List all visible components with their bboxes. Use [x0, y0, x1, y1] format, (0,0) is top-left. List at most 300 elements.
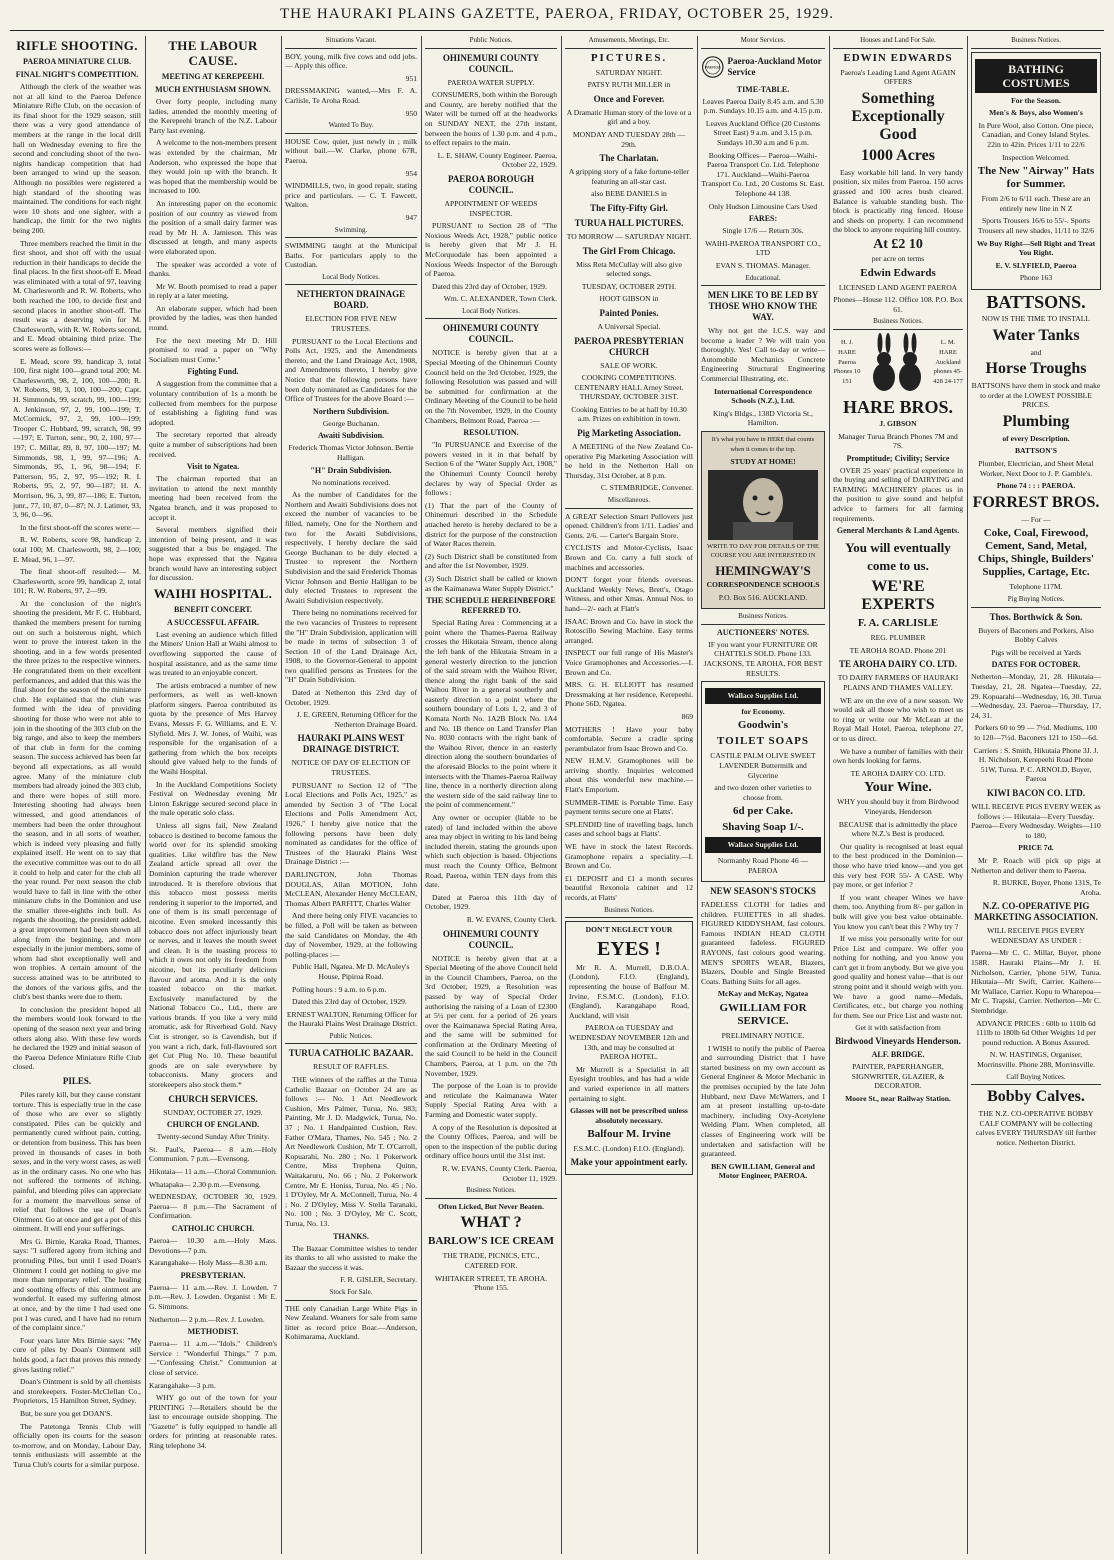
section-label: Business Notices.: [971, 36, 1101, 49]
coke-coal-title: Coke, Coal, Firewood, Cement, Sand, Metal, Chips, Shingle, Builders' Supplies, Cartage, Etc.: [977, 527, 1095, 579]
paragraph: WHITAKER STREET, TE AROHA. 'Phone 155.: [434, 1273, 548, 1293]
paragraph: FADELESS CLOTH for ladies and children. FUJIETTES in all shades. FIGURED KIDDYSHAM, fast colours. Famous INDIAN HEAD CLOTH guaranteed fadeless. FIGURED RAYONS, fast colours good wearing. MEN'S SPORTS WEAR, Blazers, Blazers, Double and Single Breasted Coats. Bathing Suits for all ages.: [701, 900, 825, 986]
classified-ad: NEW H.M.V. Gramophones will be arriving shortly. Inquiries welcomed about this wonderful new machine.—Flatt's Emporium.: [565, 756, 693, 795]
signature: C. STEMBRIDGE, Convener.: [600, 483, 693, 493]
price-label: Shaving Soap 1/-.: [722, 821, 804, 834]
headline: RIFLE SHOOTING.: [16, 38, 138, 53]
paragraph: Public Hall, Ngatea. Mr D. McAuley's House, Pipiroa Road.: [292, 962, 410, 981]
paragraph: The Bazaar Committee wishes to tender its thanks to all who assisted to make the Bazaar the success it was.: [285, 1243, 417, 1272]
paragraph: In conclusion the president hoped all the members would look forward to the opening of the season next year and bring others along also. With these few words he declared the 1929 and initial season of the Paeroa Defence Miniature Rifle Club closed.: [13, 1004, 141, 1072]
paragraph: Cooking Entries to be at hall by 10.30 a.m. Prizes on exhibition in town.: [571, 404, 687, 424]
paragraph: WAIHI-PAEROA TRANSPORT CO., LTD: [705, 238, 821, 258]
paragraph: A welcome to the non-members present was extended by the chairman, Mr Anderson, who expressed the hope that they would join up with the branch. It was hoped that the membership would be increased to 100.: [149, 138, 277, 196]
masthead: THE HAURAKI PLAINS GAZETTE, PAEROA, FRIDAY, OCTOBER 25, 1929.: [280, 6, 834, 22]
bus-title: Paeroa-Auckland Motor Service: [727, 55, 822, 77]
pictures-title: PICTURES.: [590, 51, 668, 64]
section-label: Business Notices.: [565, 906, 693, 919]
paragraph: (2) Such District shall be constituted from and after the 1st November, 1929.: [425, 551, 557, 571]
paragraph: Phone 163: [1019, 273, 1053, 283]
section-label: Business Notices.: [833, 317, 963, 330]
paragraph: "In PURSUANCE and Exercise of the powers vested in it in that behalf by Section 6 of the "Water Supply Act, 1908," the Ohinemuri County Council hereby declares by way of Special Order as follows :: [425, 440, 557, 498]
notice-title: TURUA HALL PICTURES.: [574, 217, 684, 228]
subhead: Fighting Fund.: [187, 367, 239, 377]
paragraph: Paeroa— 11 a.m.—"Idols." Children's Service : "Wonderful Things." 7 p.m.—"Confessing Christ." Communion at close of service.: [149, 1339, 277, 1377]
notice-title: PAEROA BOROUGH COUNCIL.: [447, 173, 535, 195]
paragraph: If we miss you personally write for our Price List and compare. We offer you nothing for nothing, and you know you can't get it from anybody. But we give you good quality and honest value—that is our strong point and it should weigh with you. We have a good name—Medals, Certificates, etc., but charge you nothing for them. See our Price List and waste not.: [833, 934, 963, 1020]
you-will-title: You will eventually come to us.: [845, 540, 951, 574]
paragraph: DARLINGTON, John Thomas DOUGLAS, Allan MOTION, John McCLEAN, Alexander Henry McCLEAN, Thomas Albert PARFITT, Charles Walter: [285, 869, 417, 908]
notice-subtitle: PAEROA WATER SUPPLY.: [447, 77, 535, 87]
wallace-title: Wallace Supplies Ltd.: [705, 837, 821, 853]
eyes-ad: [565, 921, 693, 1175]
subhead: PRESBYTERIAN.: [180, 1270, 246, 1280]
subhead: MEETING AT KEREPEEHI.: [161, 72, 265, 81]
ad-number: 869: [681, 711, 693, 721]
paragraph: STUDY AT HOME!: [730, 457, 796, 467]
section-label: Local Body Notices.: [425, 307, 557, 320]
paragraph: PURSUANT to Section 12 of "The Local Elections and Polls Act, 1925," as amended by Section 3 of "The Local Elections and Polls Amendment Act, 1926," I hereby give notice that the following persons have been duly nominated as candidates for the office of Trustees of the Hauraki Plains West Drainage District :—: [285, 780, 417, 867]
slyfield-ad: [971, 52, 1101, 290]
subhead: FARES:: [748, 214, 778, 224]
subhead: BENEFIT CONCERT.: [173, 604, 253, 614]
section-label: Amusements, Meetings, Etc.: [565, 36, 693, 49]
classified-ad: WINDMILLS, two, in good repair, stating price and particulars. — C. T. Fawcett, Walton.: [285, 181, 417, 210]
ad-number: 947: [405, 212, 417, 222]
paragraph: In the Auckland Competitions Society Festival on Wednesday evening Mr Linton Eskrigge secured second place in the male operatic solo class.: [149, 779, 277, 818]
paragraph: TUESDAY, OCTOBER 29TH.: [581, 281, 677, 291]
paragraph: I WISH to notify the public of Paeroa and surrounding District that I have started business on my own account as General Engineer & Motor Mechanic in the premises occupied by the late John Hubbard, next Dave McWatters, and I am at present installing up-to-date machinery, including Oxy-Acetylene Welding Plant. When completed, all classes of Engineering work will be undertaken and satisfaction will be guaranteed.: [701, 1043, 825, 1159]
classified-ad: BOY, young, milk five cows and odd jobs. — Apply this office.: [285, 51, 417, 71]
bus-logo-icon: [701, 52, 725, 82]
paragraph: E. V. SLYFIELD, Paeroa: [995, 260, 1077, 270]
film-desc: A Universal Special.: [597, 321, 661, 331]
paragraph: Any owner or occupier (liable to be rated) of land included within the above area may object in writing to his land being included therein, stating the grounds upon which such objection is based. Objections must reach the County Office, Belmont Road, Paeroa, within TEN days from this date.: [425, 813, 558, 890]
paragraph: BEN GWILLIAM, General and Motor Engineer, PAEROA.: [711, 1161, 815, 1181]
column-rifle-shooting: [10, 36, 144, 1554]
subhead: RESOLUTION.: [463, 428, 519, 438]
paragraph: EVAN S. THOMAS. Manager.: [715, 260, 811, 270]
price-label: 6d per Cake.: [733, 805, 793, 818]
paragraph: We have a number of families with their own herds looking for farms.: [833, 746, 963, 766]
paragraph: WHY go out of the town for your PRINTING ?—Retailers should be the last to encourage outside shopping. The "Gazette" is fully equipped to handle all orders for printing at reasonable rates. Ring telephone 34.: [149, 1393, 277, 1451]
paragraph: Buyers of Baconers and Porkers, Also Bobby Calves: [978, 625, 1094, 645]
paragraph: Telephone 117M.: [1009, 582, 1063, 592]
section-label: Houses and Land For Sale.: [833, 36, 963, 49]
paragraph: For the Season.: [1011, 95, 1061, 105]
paragraph: The purpose of the Loan is to provide and reticulate the Kaimanawa Water Supply Special Rating Area with a Farming and Domestic water supply.: [425, 1081, 557, 1120]
paragraph: H. J. HARE Paeroa Phones 10 151: [833, 339, 861, 385]
paragraph: If you want cheaper Wines we have them, too. Anything from 8/- per gallon in bulk will give you best value obtainable. You know you can't beat this ? Why try ?: [833, 892, 963, 931]
classified-ad: SWIMMING taught at the Municipal Baths. For particulars apply to the Custodian.: [285, 241, 417, 270]
paragraph: of every Description.: [1002, 433, 1070, 443]
subhead: Visit to Ngatea.: [186, 462, 240, 472]
signature: R. BURKE, Buyer, Phone 131S, Te Aroha.: [992, 878, 1101, 897]
paragraph: The final shoot-off resulted:— M. Charlesworth, score 99, handicap 2, total 101; R. W. Roberts, 97, 2—99.: [13, 567, 141, 596]
goodwins-title: Goodwin's: [737, 719, 789, 732]
classified-ad: CYCLISTS and Motor-Cyclists, Isaac Brown and Co. carry a full stock of machines and accessories.: [565, 543, 693, 572]
paragraph: Mr P. Roach will pick up pigs at Netherton and deliver them to Paeroa.: [971, 855, 1101, 875]
paragraph: Paeroa's Leading Land Agent AGAIN OFFERS: [840, 67, 956, 87]
notice-title: OHINEMURI COUNTY COUNCIL.: [442, 323, 540, 345]
classified-ad: MOTHERS ! Have your baby comfortable. Secure a cradle spring perambulator from Isaac Brown and Co.: [565, 724, 693, 753]
notice-title: PAEROA PRESBYTERIAN CHURCH: [574, 335, 684, 357]
paragraph: Make your appointment early.: [570, 1156, 688, 1167]
paragraph: IF you want your FURNITURE OR CHATTELS SOLD. Phone 133. JACKSONS, TE AROHA, FOR BEST RESULTS.: [703, 639, 823, 678]
film-title: The Fifty-Fifty Girl.: [590, 202, 668, 213]
paragraph: Pigs will be received at Yards: [991, 647, 1081, 657]
paragraph: George Buchanan.: [322, 418, 380, 428]
subhead: TIME-TABLE.: [736, 84, 790, 94]
paragraph: Birdwood Vineyards Henderson.: [835, 1036, 961, 1047]
paragraph: PRELIMINARY NOTICE.: [721, 1031, 805, 1041]
paragraph: PURSUANT to the Local Elections and Polls Act, 1925, and the Amendments thereto, and the Land Drainage Act, 1908, and Amendments thereto, I hereby give Notice that the following persons have been duly nominated as Candidates for the Office of Trustees for the above Board :—: [285, 336, 417, 404]
experts-title: WE'RE EXPERTS: [861, 578, 935, 614]
paragraph: Normanby Road Phone 46 — PAEROA: [717, 855, 809, 875]
classified-ad: £1 DEPOSIT and £1 a month secures beautiful Rexonola cabinet and 12 records, at Flatts': [565, 873, 693, 902]
notice-title: OHINEMURI COUNTY COUNCIL.: [442, 928, 540, 950]
battsons-title: BATTSONS.: [986, 291, 1086, 312]
notice-title: TURUA CATHOLIC BAZAAR.: [288, 1048, 414, 1059]
paragraph: Inspection Welcomed.: [1002, 152, 1070, 162]
paragraph: An interesting paper on the economic position of our country as viewed from the position of a small dairy farmer was read by Mr H. A. Jamieson. This was discussed at length, and many aspects were elaborated upon.: [149, 198, 277, 256]
classified-ad: DRESSMAKING wanted,—Mrs F. A. Carlisle, Te Aroha Road.: [285, 86, 417, 105]
paragraph: The Patetonga Tennis Club will officially open its courts for the season to-morrow, and on Monday, Labour Day, tennis enthusiasts will assemble at the Turua Club's courts for a similar purpose.: [13, 1421, 141, 1469]
paragraph: SUNDAY, OCTOBER 27, 1929.: [163, 1107, 263, 1117]
paragraph: Dated at Netherton this 23rd day of October, 1929.: [285, 688, 417, 707]
notice-title: MEN LIKE TO BE LED BY THOSE WHO KNOW THE WAY.: [707, 290, 819, 323]
section-label: Local Body Notices.: [285, 273, 417, 286]
paragraph: P.O. Box 516. AUCKLAND.: [718, 592, 808, 602]
paragraph: In Pure Wool, also Cotton. One piece, Canadian, and Coney Island Styles. 22in to 42in. Prices 1/11 to 22/6: [978, 120, 1094, 149]
section-label: Educational.: [701, 274, 825, 287]
bus-banner: [701, 52, 825, 82]
paragraph: Several members signified their intention of being present, and it was suggested that a bus be engaged. The hope was expressed that the Ngatea branch would have an interesting subject for discussion.: [149, 525, 277, 583]
signature: R. W. EVANS, County Clerk. Paeroa, October 11, 1929.: [442, 1164, 557, 1183]
forrest-title: FORREST BROS.: [972, 493, 1100, 511]
signature: Wm. C. ALEXANDER, Town Clerk.: [443, 294, 557, 304]
paragraph: The speaker was accorded a vote of thanks.: [149, 259, 277, 279]
notice-title: Thos. Borthwick & Son.: [989, 611, 1083, 622]
section-label: Swimming.: [285, 226, 417, 239]
price-label: At £2 10: [873, 236, 923, 252]
paragraph: Karangahake— Holy Mass—8.30 a.m.: [149, 1258, 268, 1268]
subhead: Awaiti Subdivision.: [317, 431, 385, 441]
column-amusements: [562, 36, 696, 1554]
signature: J. E. GREEN, Returning Officer for the Netherton Drainage Board.: [296, 710, 417, 729]
paragraph: TE AROHA DAIRY CO. LTD.: [850, 768, 946, 778]
subhead: PAEROA MINIATURE CLUB.: [23, 57, 131, 66]
notice-subtitle: NOTICE OF DAY OF ELECTION OF TRUSTEES.: [291, 758, 411, 778]
paragraph: per acre on terms: [871, 253, 925, 263]
paragraph: Hikutaia— 11 a.m.—Choral Communion.: [149, 1167, 277, 1176]
paragraph: Netherton— 2 p.m.—Rev. J. Lowden.: [149, 1314, 265, 1324]
ad-number: 954: [405, 168, 417, 178]
signature: L. E. SHAW, County Engineer. Paeroa, October 22, 1929.: [437, 150, 557, 170]
paragraph: Phone 74 : : : PAEROA.: [996, 481, 1076, 491]
paragraph: Leaves Auckland Office (20 Customs Street East) 9 a.m. and 3.15 p.m. Sundays 10.30 a.m and 6 p.m.: [705, 118, 821, 147]
paragraph: Last evening an audience which filled the Miners' Union Hall at Waihi almost to overflowing supported the cause of hospital assistance, and as the same time was treated to an enjoyable concert.: [149, 629, 277, 678]
paragraph: It's what you have in HERE that counts when it comes to the top.: [711, 436, 815, 453]
paragraph: and two dozen other varieties to choose from.: [714, 783, 812, 802]
paragraph: Paeroa—Mr C. C. Millar, Buyer, phone 158R. Hauraki Plains—Mr J. H. Nicholson, Carrier, 'phone 51W, Turua. Hikutaia—Mr Swift, Carrier. Kaihere—Mr Wallace, Carrier. Kopu to Wharepoa—Mr C. Trapski, Carrier. Netherton—Mr C. Stembridge.: [971, 948, 1101, 1016]
subhead: A SUCCESSFUL AFFAIR.: [166, 617, 260, 627]
section-label: Stock For Sale.: [285, 1288, 417, 1301]
subhead: DATES FOR OCTOBER.: [991, 660, 1081, 670]
paragraph: BATTSONS have them in stock and make to order at the LOWEST POSSIBLE PRICES.: [971, 381, 1101, 410]
bus-logo-text: PAEROA: [704, 64, 721, 70]
paragraph: The chairman reported that an invitation to attend the next monthly meeting had been received from the Ngatea branch, and it was proposed to accept it.: [149, 474, 277, 522]
headline: PILES.: [62, 1075, 92, 1086]
signature: R. W. EVANS, County Clerk.: [466, 914, 557, 924]
hemingways-ad: [701, 431, 825, 609]
paragraph: TO MORROW — SATURDAY NIGHT.: [566, 231, 692, 241]
headline: THE LABOUR CAUSE.: [168, 38, 258, 68]
paragraph: SATURDAY NIGHT.: [595, 67, 663, 77]
film-desc: A Dramatic Human story of the love or a girl and a boy.: [566, 107, 692, 127]
paragraph: No nominations received.: [311, 477, 391, 487]
subhead: METHODIST.: [187, 1327, 239, 1337]
notice-subtitle: ELECTION FOR FIVE NEW TRUSTEES.: [305, 314, 397, 334]
notice-title: NEW SEASON'S STOCKS: [710, 886, 816, 897]
paragraph: At the conclusion of the night's shooting the president, Mr F. C. Hubbard, thanked the members present for turning out on such a boisterous night, which went to prove the interest taken in the shooting, and in a few words presented the three prizes to the respective winners. He congratulated them on their excellent performances, and added that this was the final shoot for the season of the miniature club. He explained that the club was formed with the idea of providing shooting for those who were not able to join in the shooting of the 303 club on the big range, and also to keep the members of that club in form for the coming season. The success achieved has been far beyond all expectations, as all would agree. Many of the miniature club members had already joined the 303 club, and there were hopes of still more. Interesting shooting had always been witnessed, and good attendances of members had been the order throughout the season, and in all sorts of weather, which is indeed very pleasing and fully explained itself. He went on to say that the executive committee was out to do all it could to help and cater for the club all the year round. Per next season the club would have to fall in line with the other miniature clubs in the Dominion and use the smaller three-eighths inch bull. As regards the shooting, the president added, a great improvement had been shown all along from the beginning, and more especially in the junior members, some of whom had shot exceptionally well and won trophies. A certain amount of the success attained was to be attributed to the donors of the various gifts, and the club's best thanks were due to them.: [13, 598, 141, 1002]
notice-title: NETHERTON DRAINAGE BOARD.: [296, 289, 406, 311]
paragraph: NOTICE is hereby given that at a Special Meeting of the Ohinemuri County Council held on the 3rd October, 1929, the following Resolution was passed and will be submitted for confirmation at the Ordinary Meeting of the Council to be held on the 7th November, 1929, in the County Chambers, Belmont Road, Paeroa :—: [425, 348, 557, 425]
classified-ad: THE only Canadian Large White Pigs in New Zealand. Weaners for sale from same litter as record price Boar.—Anderson, Kohimarama, Auckland.: [285, 1303, 417, 1342]
wallace-title: Wallace Supplies Ltd.: [705, 688, 821, 704]
paragraph: ADVANCE PRICES : 60lb to 110lb 6d 111lb to 180lb 6d Other Weights 1d per pound reduction. A Bonus Assured.: [976, 1018, 1096, 1047]
paragraph: CORRESPONDENCE SCHOOLS: [706, 580, 820, 589]
paragraph: PURSUANT to Section 28 of "The Noxious Weeds Act, 1928," public notice is hereby given that Mr J. H. McCorquodale has been appointed a Noxious Weeds Inspector of the Borough of Paeroa.: [425, 221, 557, 279]
paragraph: for Economy.: [741, 706, 785, 716]
hare-icon: [864, 333, 930, 395]
paragraph: Carriers : S. Smith, Hikutaia Phone 3J. J. H. Nicholson, Kerepeehi Road Phone 51W, Turua. P. C. ARNOLD, Buyer, Paeroa: [973, 745, 1099, 784]
paragraph: Dated at Paeroa this 11th day of October, 1929.: [425, 892, 557, 912]
paragraph: But, be sure you get DOAN'S.: [20, 1408, 113, 1418]
paragraph: We Buy Right—Sell Right and Treat You Right.: [976, 238, 1096, 258]
your-wine-title: Your Wine.: [864, 780, 932, 796]
subhead: MUCH ENTHUSIASM SHOWN.: [155, 85, 271, 94]
film-title: The Girl From Chicago.: [582, 245, 676, 256]
film-title: The Charlatan.: [599, 153, 659, 164]
paragraph: BATTSON'S: [1014, 446, 1058, 456]
notice-title: HAURAKI PLAINS WEST DRAINAGE DISTRICT.: [297, 733, 405, 755]
column-motor-services: [698, 36, 828, 1554]
paragraph: Single 17/6 — Return 30s.: [722, 226, 804, 236]
paragraph: REG. PLUMBER: [870, 633, 926, 643]
paragraph: Mr R. A. Murrell, D.B.O.A. (London), F.I.O. (England), representing the house of Balfour M. Irvine, F.S.M.C. (London), F.I.O. (England), Karangahape Road, Auckland, will visit: [569, 962, 689, 1020]
paragraph: CASTILE PALM OLIVE SWEET LAVENDER Buttermilk and Glycerine: [710, 751, 816, 780]
film-title: Painted Ponies.: [599, 307, 659, 318]
paragraph: TO DAIRY FARMERS OF HAURAKI PLAINS AND THAMES VALLEY.: [837, 673, 959, 693]
hemingways-title: HEMINGWAY'S: [715, 563, 811, 578]
wallace-ad: [701, 681, 825, 882]
headline: WAIHI HOSPITAL.: [153, 585, 273, 601]
paragraph: Although the clerk of the weather was not at all kind to the Paeroa Defence Miniature Rifle Club, on the occasion of its final shoot for the 1929 season, still there was a very good attendance of members at the range in the local drill hall on Wednesday evening to fire the second and concluding shoot of the two-nights handicap competition that had been arranged to wind up the season. Although no possibles were registered a high standard of the shooting was maintained. The conditions for each night were 10 shots and one sighter, with a handicap, the limit for the two nights being 200.: [13, 82, 141, 235]
headline: CHURCH SERVICES.: [168, 1093, 258, 1104]
paragraph: — For —: [1021, 514, 1051, 524]
classified-ad: DON'T forget your friends overseas. Auckland Weekly News, Brett's, Otago Witness, and other Xmas. Annual Nos. to hand—2/- each at Flatt's: [565, 575, 693, 613]
notice-subtitle: APPOINTMENT OF WEEDS INSPECTOR.: [444, 198, 538, 218]
paragraph: R. W. Roberts, score 98, handicap 2, total 100; M. Charlesworth, 98, 2—100; E. Mead, 96, 1—97.: [13, 535, 141, 564]
carlisle-title: F. A. CARLISLE: [857, 617, 939, 630]
notice-title: N.Z. CO-OPERATIVE PIG MARKETING ASSOCIATION.: [974, 901, 1098, 923]
paragraph: Phones—House 112. Office 108. P.O. Box 61.: [833, 295, 963, 314]
paragraph: Special Rating Area : Commencing at a point where the Thames-Paeroa Railway crosses the Hikutaia Stream, thence along the left bank of the Hikutaia Stream in a general westerly direction to the junction of the said stream with the Waihou River, thence along the right bank of the said Waihou River in a general southerly and easterly direction to a point where the southern boundary of Lots 1, 2, and 3 of Komata North No. 1A2B Block No. 1A4 and No. 1B thence on Land Transfer Plan No. 8030 contacts with the right bank of the Waihou River, thence in an easterly direction along the southern boundaries of the aforesaid Blocks to the point where it intersects with the Thames-Paeroa Railway line, thence in a northerly direction along the western side of the said railway line to the point of commencement.": [425, 618, 557, 810]
column-notices-1: [282, 36, 420, 1554]
paragraph: WE are on the eve of a new season. We would ask all those who wish to meet us to ring or write our Mr McLean at the Royal Mail Hotel, Paeroa, telephone 27, or to us direct.: [833, 695, 963, 743]
paragraph: And there being only FIVE vacancies to be filled, a Poll will be taken as between the said Candidates on Monday, the 4th day of November, 1929, at the following polling-places :—: [285, 911, 417, 959]
paragraph: Booking Offices— Paeroa—Waihi-Paeroa Transport Co. Ltd. Telephone 171. Auckland—Waihi-Paeroa Transport Co. Ltd., 20 Customs St. East. Telephone 44 138.: [701, 150, 825, 198]
paragraph: Karangahake—3 p.m.: [149, 1380, 216, 1390]
paragraph: and: [1030, 347, 1042, 357]
paragraph: MONDAY AND TUESDAY 28th — 29th.: [572, 129, 686, 149]
subhead: FINAL NIGHT'S COMPETITION.: [15, 70, 139, 79]
film-star: HOOT GIBSON in: [599, 294, 659, 304]
film-star: PATSY RUTH MILLER in: [587, 80, 671, 90]
section-label: Calf Buying Notices.: [971, 1073, 1101, 1086]
paragraph: Get it with satisfaction from: [855, 1023, 941, 1033]
paragraph: L. M. HARE Auckland phones 45-428 24-177: [933, 339, 963, 385]
paragraph: There being no nominations received for the two vacancies of Trustees to represent the "H" Drain Subdivision, application will be made in terms of subsection 3 of Section 10 of the Land Drainage Act, 1908, to the Governor-General to appoint two qualified persons as Trustees for the "H" Drain Subdivision.: [285, 608, 417, 685]
paragraph: A MEETING of the New Zealand Co-operative Pig Marketing Association will be held in the Netherton Hall on Thursday, 31st October, at 8 p.m.: [565, 442, 693, 480]
paragraph: OVER 25 years' practical experience in the buying and selling of DAIRYING and FARMING MACHINERY places us in the position to give sound and helpful advice to farmers for all farming requirements.: [833, 465, 963, 523]
paragraph: The secretary reported that already quite a number of subscriptions had been received.: [149, 430, 277, 459]
paragraph: THE N.Z. CO-OPERATIVE BOBBY CALF COMPANY will be collecting calves EVERY THURSDAY till further notice. Netherton District.: [975, 1109, 1097, 1147]
subhead: Northern Subdivision.: [312, 406, 390, 416]
paragraph: WEDNESDAY, OCTOBER 30, 1929. Paeroa— 8 p.m.—The Sacrament of Confirmation.: [149, 1192, 277, 1221]
paragraph: NOW IS THE TIME TO INSTALL: [981, 313, 1091, 323]
classified-ad: INSPECT our full range of His Master's Voice Gramophones and Accessories.—I. Brown and Co.: [565, 648, 693, 677]
paragraph: BECAUSE that is admittedly the place where N.Z.'s Best is produced.: [838, 819, 958, 839]
paragraph: An elaborate supper, which had been provided by the ladies, was then handed round.: [149, 303, 277, 333]
paragraph: Manager Turua Branch Phones 7M and 7S.: [838, 431, 958, 451]
notice-title: Pig Marketing Association.: [577, 428, 681, 439]
classified-ad: SUMMER-TIME is Portable Time. Easy payment terms secure one at Flatts'.: [565, 797, 693, 817]
horse-troughs-title: Horse Troughs: [985, 360, 1087, 378]
classified-ad: HOUSE Cow, quiet, just newly in ; milk without bail.—W. Clarke, phone 67R, Paeroa.: [285, 136, 417, 165]
ad-number: 950: [405, 108, 417, 118]
hare-bros-title: HARE BROS.: [842, 396, 954, 417]
paragraph: PRICE 7d.: [1018, 843, 1054, 853]
portrait-icon: [708, 470, 818, 540]
paragraph: WRITE TO DAY FOR DETAILS OF THE COURSE YOU ARE INTERESTED IN: [706, 542, 820, 560]
column-notices-2: [422, 36, 560, 1554]
section-label: Public Notices.: [425, 36, 557, 49]
subhead: AUCTIONEERS' NOTES.: [716, 627, 810, 637]
classified-ad: SPLENDID line of travelling bags, lunch cases and school bags at Flatts'.: [565, 819, 693, 839]
paragraph: WILL RECEIVE PIGS EVERY WEDNESDAY AS UNDER :: [987, 926, 1085, 945]
column-business: [968, 36, 1104, 1554]
paragraph: Easy workable hill land. In very handy position, six miles from Paeroa. 150 acres grassed and 100 acres bush cleared. Balance is valuable standing bush. The block is practically ring fenced. House and sheds on property. I can recommend the block to anyone requiring hill country.: [833, 167, 963, 235]
water-tanks-title: Water Tanks: [992, 326, 1080, 344]
subhead: Promptitude; Civility; Service: [846, 453, 950, 463]
paragraph: Glasses will not be prescribed unless absolutely necessary.: [570, 1106, 688, 1125]
ad-number: 951: [405, 73, 417, 83]
paragraph: Sports Trousers 16/6 to 55/-. Sports Trousers all new shades, 11/11 to 32/6: [977, 216, 1095, 235]
bobby-calves-title: Bobby Calves.: [987, 1088, 1085, 1106]
paragraph: McKay and McKay, Ngatea: [717, 989, 809, 999]
paragraph: Moore St., near Railway Station.: [845, 1093, 951, 1103]
top-rule: [10, 30, 1104, 31]
paragraph: The artists embraced a number of new performers, as well as well-known platform singers. Paeroa contributed its quota by the presence of Mrs Harvey Evans, Messrs F. G. Williams, and E. V. Slyfield. Mrs J. W. Jones, of Waihi, was responsible for the organisation of a gathering from which the box receipts should give valued help to the funds of the Waihi Hospital.: [149, 680, 277, 777]
paragraph: THE TRADE, PICNICS, ETC., CATERED FOR.: [442, 1251, 540, 1270]
paragraph: LICENSED LAND AGENT PAEROA: [838, 282, 958, 292]
edwards-title: Edwin Edwards: [860, 266, 936, 279]
notice-title: OHINEMURI COUNTY COUNCIL.: [442, 52, 540, 74]
paragraph: (3) Such District shall be called or known as the Kaimanawa Water Supply District.": [425, 573, 557, 593]
paragraph: NOTICE is hereby given that at a Special Meeting of the above Council held in the Council Chambers, Paeroa, on the 3rd October, 1929, a Resolution was passed by way of Special Order authorising the raising of a Loan of £2300 at 5½ per cent. for a period of 26 years over the Kaimanawa Special Rating Area, and the same will be submitted for confirmation at the Ordinary Meeting of the said Council to be held in the Council Chambers, Paeroa, at 1 p.m. on the 7th November, 1929.: [425, 953, 557, 1078]
paragraph: Paeroa— 10.30 a.m.—Holy Mass. Devotions—7 p.m.: [149, 1235, 277, 1255]
notice-title: KIWI BACON CO. LTD.: [987, 787, 1085, 798]
ice-cream-tagline: Often Licked, But Never Beaten.: [438, 1201, 544, 1211]
paragraph: A copy of the Resolution is deposited at the County Offices, Paeroa, and will be open to the inspection of the public during ordinary office hours until the 31st inst.: [425, 1122, 557, 1161]
subhead: THANKS.: [333, 1231, 369, 1241]
classified-ad: ISAAC Brown and Co. have in stock the Rotoscillo Sewing Machine. Easy terms arranged.: [565, 616, 693, 645]
section-label: Business Notices.: [425, 1186, 557, 1199]
paragraph: St. Paul's, Paeroa— 8 a.m.—Holy Communion. 7 p.m.—Evensong.: [149, 1144, 277, 1164]
paragraph: THE winners of the raffles at the Turua Catholic Bazaar on October 24 are as follows :— No. 1 Art Needlework Cushion, Mrs Palmer, Turua, No. 983; Painting, Mr J. D. Madgwick, Turua, No. 37 ; No. 1 Handpainted Cushion, Rev. Father O'Mara, Thames, No. 545 ; No. 2 Art Needlework Cushion, Mr T. O'Carroll, Kopuarahi, No. 280 ; No. 1 Pokerwork Centre, Miss Trephena Quinn, Waitakaruru, No. 66 ; No. 2 Pokerwork Centre, Mr E. Honiss, Turua, No. 45 ; No. 1 D'Oyley, Mr A. McConnell, Turua, No. 4 ; No. 2 D'Oyley, Miss V. Stella Taranaki, No. 100 ; No. 3 D'Oyley, Mr C. Scott, Turua, No. 13.: [285, 1075, 417, 1228]
toilet-soaps-title: TOILET SOAPS: [717, 735, 809, 748]
paragraph: (1) That the part of the County of Ohinemuri described in the Schedule attached hereto is hereby declared to be a district for the purpose of the construction of Water Races therein.: [425, 500, 557, 549]
section-label: Pig Buying Notices.: [971, 595, 1101, 608]
paragraph: Leaves Paeroa Daily 8.45 a.m. and 5.30 p.m. Sundays 10.15 a.m. and 4.15 p.m.: [702, 96, 824, 116]
paragraph: WHY you should buy it from Birdwood Vineyards, Henderson: [837, 797, 959, 816]
subhead: THE SCHEDULE HEREINBEFORE REFERRED TO.: [426, 596, 556, 616]
subhead: CATHOLIC CHURCH.: [171, 1223, 255, 1233]
subhead: ALF. BRIDGE.: [871, 1050, 925, 1060]
plumbing-title: Plumbing: [1002, 412, 1070, 430]
section-label: Miscellaneous.: [565, 496, 693, 509]
paragraph: Mr Murrell is a Specialist in all Eyesight troubles, and has had a wide and varied experience in all matters pertaining to sight.: [569, 1064, 689, 1103]
classified-ad: WE have in stock the latest Records. Gramophone repairs a speciality.—I. Brown and Co.: [565, 842, 693, 871]
paragraph: International Correspondence Schools (N.Z.), Ltd.: [714, 386, 812, 406]
gwilliam-title: GWILLIAM FOR SERVICE.: [719, 1002, 807, 1028]
paragraph: J. GIBSON: [879, 418, 917, 428]
paragraph: PAEROA on TUESDAY and WEDNESDAY NOVEMBER 12th and 13th, and may be consulted at PAEROA HOTEL.: [569, 1023, 689, 1062]
paragraph: Only Hudson Limousine Cars Used: [708, 201, 818, 211]
hare-bros-ad: [833, 333, 963, 395]
bathing-title: BATHING COSTUMES: [975, 59, 1097, 93]
paragraph: Unless all signs fail, New Zealand tobacco is destined to become famous the world over for its splendid smoking qualities. Like wildfire has the New Zealand article spread all over the Dominion capturing the trade wherever introduced. It is therefore obvious that this tobacco must possess merits rendering it superior to the imported, and one of them is its small percentage of nicotine. Even smoked incessantly this tobacco does not affect injuriously heart or nerves, and it leaves the mouth sweet and clean. It is the toasting process to which it owes not only its freedom from nicotine, but its peculiarly delicious flavour and aroma. And it is the only toasted tobacco on the market. Exclusively manufactured by the National Tobacco Co., Ltd., there are various brands. If you like a very mild aromatic, ask for Riverhead Gold. Navy Cut is stronger, so is Cavendish, but if you want a rich, dark, full-flavoured sort get Cut Plug No. 10. These beautiful goods are on sale everywhere by tobacconists. Many grocers and storekeepers also stock them.*: [149, 821, 277, 1090]
paragraph: Paeroa— 11 a.m.—Rev. J. Lowden. 7 p.m.—Rev. J. Lowden. Organist : Mr E. G. Simmons.: [149, 1282, 277, 1311]
signature: F. R. GISLER, Secretary.: [340, 1275, 417, 1285]
notice-title: TE AROHA DAIRY CO. LTD.: [838, 659, 958, 670]
paragraph: CONSUMERS, both within the Borough and County, are hereby notified that the Water will be turned off at the headworks on SUNDAY NEXT, the 27th instant, between the hours of 1.30 p.m. and 4 p.m., to effect repairs to the main.: [425, 90, 557, 148]
ice-cream-title: BARLOW'S ICE CREAM: [428, 1235, 554, 1248]
paragraph: COOKING COMPETITIONS. CENTENARY HALL Arney Street. THURSDAY, OCTOBER 31ST.: [574, 373, 684, 402]
paragraph: Plumber, Electrician, and Sheet Metal Worker, Next Door to J. P. Gamble's.: [978, 459, 1094, 478]
paragraph: As the number of Candidates for the Northern and Awaiti Subdivisions does not exceed the number of vacancies to be filled, namely, One for the Northern and two for the Awaiti Subdivisions, respectively, I hereby declare the said George Buchanan to be duly elected a Trustee to represent the Northern Subdivision and the said Frederick Thomas Victor Johnson and Bertie Halligan to be duly elected Trustees to represent the Awaiti Subdivision respectively.: [285, 490, 417, 605]
paragraph: Mr W. Booth promised to read a paper in reply at a later meeting.: [149, 281, 277, 301]
paragraph: Dated this 23rd day of October, 1929.: [432, 281, 547, 291]
subhead: General Merchants & Land Agents.: [836, 526, 960, 536]
film-desc: A gripping story of a fake fortune-teller featuring an all-star cast.: [568, 167, 690, 186]
paragraph: Our quality is recognised at least equal to the best produced in the Dominion—those who have tried know—and you get this very best FOR 55/- A CASE. Why pay more, or get inferior ?: [833, 841, 963, 890]
paragraph: F.S.M.C. (London) F.I.O. (England).: [573, 1144, 685, 1154]
paragraph: Whatapaka— 2.30 p.m.—Evensong.: [149, 1179, 261, 1189]
paragraph: Over forty people, including many ladies, attended the monthly meeting of the Kerepeehi branch of the N.Z. Labour Party last evening.: [149, 97, 277, 135]
section-label: Wanted To Buy.: [285, 121, 417, 134]
paragraph: PAINTER, PAPERHANGER, SIGNWRITER, GLAZIER, & DECORATOR.: [851, 1062, 945, 1091]
section-label: Situations Vacant.: [285, 36, 417, 49]
paragraph: Polling hours : 9 a.m. to 6 p.m.: [292, 984, 387, 994]
paragraph: King's Bldgs., 138D Victoria St., Hamilton.: [713, 408, 813, 428]
paragraph: Frederick Thomas Victor Johnson. Bertie Halligan.: [288, 443, 414, 462]
paragraph: Four years later Mrs Birnie says: "My cure of piles by Doan's Ointment still holds good, a fact that proves this remedy gives lasting relief.": [13, 1335, 141, 1374]
acres-title: 1000 Acres: [861, 146, 935, 164]
paragraph: Dated this 23rd day of October, 1929.: [292, 997, 407, 1007]
optician-name: Balfour M. Irvine: [587, 1128, 671, 1141]
